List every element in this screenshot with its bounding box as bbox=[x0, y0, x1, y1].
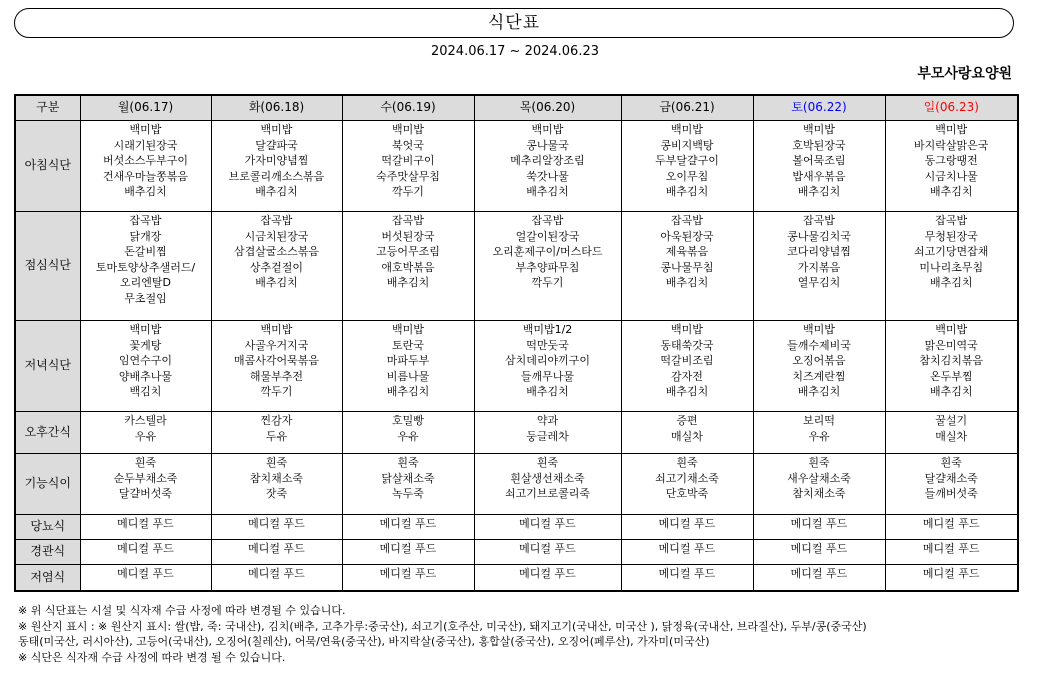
footer-note: ※ 위 식단표는 시설 및 식자재 수급 사정에 따라 변경될 수 있습니다. bbox=[18, 604, 346, 617]
menu-item: 제육볶음 bbox=[665, 245, 709, 258]
menu-item: 백미밥 bbox=[935, 323, 968, 336]
meal-cell bbox=[753, 321, 885, 412]
menu-item: 잡곡밥 bbox=[129, 214, 162, 227]
menu-item: 우유 bbox=[134, 429, 157, 443]
meal-cell bbox=[474, 321, 621, 412]
meal-cell bbox=[474, 515, 621, 540]
menu-item: 배추김치 bbox=[929, 276, 973, 289]
menu-item: 코다리양념찜 bbox=[787, 245, 851, 258]
menu-item: 메디컬 푸드 bbox=[790, 567, 848, 580]
menu-item: 달걀채소죽 bbox=[924, 471, 978, 485]
meal-row bbox=[15, 321, 1018, 412]
menu-item: 메디컬 푸드 bbox=[658, 567, 716, 580]
menu-item: 얼갈이된장국 bbox=[515, 229, 580, 243]
menu-item: 백미밥 bbox=[260, 323, 293, 336]
footer-note: ※ 식단은 식자재 수급 사정에 따라 변경 될 수 있습니다. bbox=[18, 650, 286, 664]
menu-item: 배추김치 bbox=[386, 385, 430, 398]
meal-row bbox=[15, 454, 1018, 515]
menu-item: 꽃게탕 bbox=[129, 338, 162, 352]
menu-item: 메디컬 푸드 bbox=[248, 567, 305, 580]
menu-item: 두부달걀구이 bbox=[655, 154, 719, 167]
meal-category-label: 저염식 bbox=[15, 565, 80, 591]
meal-cell bbox=[474, 454, 621, 515]
menu-item: 참치채소죽 bbox=[249, 471, 304, 485]
footer-note: 동태(미국산, 러시아산), 고등어(국내산), 오징어(칠레산), 어묵/연육(중국산), 바지락살(중국산), 홍합살(중국산), 오징어(페루산), 가자미(미국산) bbox=[18, 635, 710, 648]
menu-item: 바지락살맑은국 bbox=[914, 138, 989, 152]
menu-item: 메디컬 푸드 bbox=[519, 567, 576, 580]
menu-item: 새우살채소죽 bbox=[787, 471, 851, 485]
day-header: 수(06.19) bbox=[342, 95, 474, 121]
meal-cell bbox=[885, 515, 1018, 540]
menu-item: 돈갈비찜 bbox=[124, 245, 167, 258]
menu-item: 감자전 bbox=[671, 369, 703, 383]
menu-item: 잡곡밥 bbox=[531, 214, 564, 227]
meal-cell bbox=[753, 565, 885, 591]
menu-item: 오징어볶음 bbox=[792, 354, 846, 367]
menu-item: 잡곡밥 bbox=[803, 214, 835, 227]
menu-item: 배추김치 bbox=[526, 385, 569, 398]
menu-item: 콩나물무침 bbox=[660, 260, 714, 274]
menu-item: 백미밥 bbox=[671, 123, 703, 136]
menu-item: 쇠고기브로콜리죽 bbox=[504, 487, 590, 500]
menu-item: 동그랑땡전 bbox=[924, 154, 978, 167]
menu-item: 잡곡밥 bbox=[260, 214, 293, 227]
meal-cell bbox=[211, 121, 342, 212]
meal-cell bbox=[753, 515, 885, 540]
menu-item: 흰죽 bbox=[676, 456, 698, 469]
menu-item: 들깨수제비국 bbox=[787, 338, 851, 352]
meal-cell bbox=[621, 412, 753, 454]
menu-item: 해물부추전 bbox=[249, 369, 304, 383]
menu-item: 토란국 bbox=[392, 338, 424, 352]
menu-item: 흰살생선채소죽 bbox=[510, 471, 585, 485]
menu-item: 흰죽 bbox=[536, 456, 559, 469]
organization-name: 부모사랑요양원 bbox=[917, 66, 1012, 82]
menu-item: 깍두기 bbox=[392, 185, 424, 198]
menu-item: 배추김치 bbox=[386, 276, 430, 289]
meal-cell bbox=[80, 121, 211, 212]
meal-cell bbox=[621, 212, 753, 321]
menu-item: 쑥갓나물 bbox=[526, 169, 569, 183]
meal-cell bbox=[621, 121, 753, 212]
meal-cell bbox=[753, 121, 885, 212]
menu-item: 미나리초무침 bbox=[919, 260, 984, 274]
menu-item: 메추리알장조림 bbox=[510, 154, 585, 167]
menu-item: 고등어무조림 bbox=[376, 245, 440, 258]
menu-item: 백미밥 bbox=[671, 323, 703, 336]
menu-item: 시금치나물 bbox=[924, 169, 978, 183]
menu-item: 백미밥 bbox=[803, 123, 835, 136]
meal-cell bbox=[211, 454, 342, 515]
menu-item: 오리훈제구이/머스타드 bbox=[492, 245, 603, 258]
meal-cell bbox=[621, 454, 753, 515]
menu-item: 백김치 bbox=[129, 385, 162, 398]
menu-item: 참치김치볶음 bbox=[919, 354, 984, 367]
meal-row bbox=[15, 515, 1018, 540]
menu-item: 잡곡밥 bbox=[935, 214, 968, 227]
menu-item: 달걀버섯죽 bbox=[118, 487, 173, 500]
menu-item: 메디컬 푸드 bbox=[658, 542, 716, 555]
menu-item: 치즈계란찜 bbox=[792, 369, 846, 383]
meal-cell bbox=[753, 412, 885, 454]
meal-cell bbox=[342, 540, 474, 565]
menu-title: 식단표 bbox=[14, 8, 1014, 38]
menu-item: 깍두기 bbox=[260, 385, 293, 398]
menu-item: 백미밥 bbox=[260, 123, 293, 136]
menu-item: 볼어묵조림 bbox=[792, 154, 846, 167]
menu-item: 들깨버섯죽 bbox=[924, 487, 978, 500]
menu-item: 둥글레차 bbox=[526, 429, 569, 443]
meal-cell bbox=[211, 212, 342, 321]
meal-category-label: 기능식이 bbox=[15, 454, 80, 515]
meal-table-body bbox=[15, 121, 1018, 591]
meal-cell bbox=[80, 321, 211, 412]
menu-item: 카스텔라 bbox=[124, 414, 167, 427]
menu-item: 잡곡밥 bbox=[392, 214, 424, 227]
meal-cell bbox=[474, 540, 621, 565]
menu-item: 메디컬 푸드 bbox=[519, 542, 576, 555]
menu-item: 배추김치 bbox=[665, 185, 709, 198]
meal-cell bbox=[474, 212, 621, 321]
menu-item: 떡갈비구이 bbox=[381, 154, 435, 167]
meal-table bbox=[14, 94, 1019, 592]
menu-item: 달걀파국 bbox=[255, 138, 298, 152]
menu-item: 닭개장 bbox=[129, 229, 162, 243]
meal-cell bbox=[211, 321, 342, 412]
menu-item: 온두부찜 bbox=[929, 369, 973, 383]
meal-row bbox=[15, 121, 1018, 212]
meal-cell bbox=[211, 412, 342, 454]
menu-item: 백미밥 bbox=[531, 123, 564, 136]
menu-item: 쇠고기당면잡채 bbox=[914, 245, 989, 258]
menu-item: 매실차 bbox=[671, 429, 703, 443]
menu-item: 호밀빵 bbox=[392, 414, 424, 427]
menu-item: 매실차 bbox=[935, 429, 968, 443]
meal-cell bbox=[80, 212, 211, 321]
menu-item: 무초절임 bbox=[124, 291, 167, 305]
meal-cell bbox=[342, 515, 474, 540]
menu-item: 버섯소스두부구이 bbox=[102, 154, 188, 167]
menu-item: 무청된장국 bbox=[924, 229, 978, 243]
menu-item: 메디컬 푸드 bbox=[248, 542, 305, 555]
meal-cell bbox=[885, 121, 1018, 212]
day-header: 금(06.21) bbox=[621, 95, 753, 121]
menu-item: 잡곡밥 bbox=[671, 214, 703, 227]
menu-item: 메디컬 푸드 bbox=[790, 542, 848, 555]
meal-cell bbox=[342, 321, 474, 412]
menu-item: 밥새우볶음 bbox=[792, 169, 846, 183]
day-header: 화(06.18) bbox=[211, 95, 342, 121]
menu-item: 두유 bbox=[265, 429, 288, 443]
menu-item: 오리엔탈D bbox=[120, 276, 171, 289]
menu-item: 건새우마늘쫑볶음 bbox=[102, 169, 188, 183]
menu-item: 백미밥 bbox=[392, 123, 424, 136]
menu-item: 토마토양상추샐러드/ bbox=[95, 260, 196, 274]
menu-item: 백미밥 bbox=[803, 323, 835, 336]
menu-item: 메디컬 푸드 bbox=[379, 542, 437, 555]
menu-period: 2024.06.17 ~ 2024.06.23 bbox=[430, 44, 600, 59]
menu-item: 오이무침 bbox=[665, 169, 709, 183]
menu-item: 콩나물김치국 bbox=[787, 229, 851, 243]
menu-item: 백미밥1/2 bbox=[522, 323, 573, 336]
menu-item: 비름나물 bbox=[386, 369, 430, 383]
day-header: 월(06.17) bbox=[80, 95, 211, 121]
menu-item: 메디컬 푸드 bbox=[379, 517, 437, 530]
meal-cell bbox=[80, 540, 211, 565]
menu-item: 애호박볶음 bbox=[381, 260, 435, 274]
header-row bbox=[15, 95, 1018, 121]
menu-item: 삼치데리야끼구이 bbox=[504, 354, 590, 367]
menu-item: 상추겉절이 bbox=[249, 260, 304, 274]
menu-item: 배추김치 bbox=[255, 185, 298, 198]
menu-item: 떡갈비조림 bbox=[660, 354, 714, 367]
meal-cell bbox=[80, 412, 211, 454]
meal-category-label: 점심식단 bbox=[15, 212, 80, 321]
day-header: 목(06.20) bbox=[474, 95, 621, 121]
meal-cell bbox=[621, 321, 753, 412]
menu-item: 배추김치 bbox=[526, 185, 569, 198]
meal-category-label: 아침식단 bbox=[15, 121, 80, 212]
meal-cell bbox=[474, 412, 621, 454]
meal-category-label: 오후간식 bbox=[15, 412, 80, 454]
meal-cell bbox=[342, 412, 474, 454]
menu-item: 우유 bbox=[397, 429, 419, 443]
menu-item: 북엇국 bbox=[392, 138, 424, 152]
menu-item: 호박된장국 bbox=[792, 138, 846, 152]
menu-item: 마파두부 bbox=[386, 354, 430, 367]
footer-note: ※ 원산지 표시 : ※ 원산지 표시: 쌀(밥, 죽: 국내산), 김치(배추, 고추가루:중국산), 쇠고기(호주산, 미국산), 돼지고기(국내산, 미국산 ), 닭정육(국내산, 브라질산), 두부/콩(중국산) bbox=[18, 619, 867, 633]
menu-item: 증편 bbox=[676, 414, 698, 427]
menu-item: 메디컬 푸드 bbox=[117, 567, 174, 580]
menu-item: 우유 bbox=[808, 429, 830, 443]
menu-item: 숙주맛살무침 bbox=[376, 169, 440, 183]
meal-cell bbox=[885, 540, 1018, 565]
day-header: 토(06.22) bbox=[753, 95, 885, 121]
menu-item: 백미밥 bbox=[129, 323, 162, 336]
menu-item: 배추김치 bbox=[797, 385, 841, 398]
menu-item: 시래기된장국 bbox=[113, 138, 178, 152]
menu-item: 메디컬 푸드 bbox=[519, 517, 576, 530]
menu-item: 흰죽 bbox=[397, 456, 419, 469]
menu-item: 양배추나물 bbox=[118, 369, 173, 383]
menu-item: 흰죽 bbox=[134, 456, 157, 469]
meal-category-label: 경관식 bbox=[15, 540, 80, 565]
menu-item: 시금치된장국 bbox=[244, 229, 309, 243]
meal-cell bbox=[211, 540, 342, 565]
meal-cell bbox=[342, 212, 474, 321]
meal-cell bbox=[211, 515, 342, 540]
menu-item: 배추김치 bbox=[665, 276, 709, 289]
menu-item: 백미밥 bbox=[392, 323, 424, 336]
menu-item: 닭살채소죽 bbox=[381, 471, 435, 485]
menu-item: 메디컬 푸드 bbox=[790, 517, 848, 530]
meal-cell bbox=[621, 515, 753, 540]
menu-item: 콩나물국 bbox=[526, 138, 569, 152]
menu-item: 백미밥 bbox=[129, 123, 162, 136]
meal-cell bbox=[753, 540, 885, 565]
menu-item: 메디컬 푸드 bbox=[117, 542, 174, 555]
menu-item: 부추양파무침 bbox=[515, 260, 580, 274]
menu-item: 순두부채소죽 bbox=[113, 471, 178, 485]
meal-row bbox=[15, 565, 1018, 591]
menu-item: 배추김치 bbox=[665, 385, 709, 398]
meal-cell bbox=[885, 412, 1018, 454]
footer-notes bbox=[18, 603, 867, 665]
menu-item: 사골우거지국 bbox=[244, 338, 309, 352]
menu-item: 떡만둣국 bbox=[526, 338, 569, 352]
meal-category-label: 당뇨식 bbox=[15, 515, 80, 540]
menu-item: 메디컬 푸드 bbox=[248, 517, 305, 530]
menu-item: 메디컬 푸드 bbox=[922, 542, 980, 555]
meal-cell bbox=[885, 565, 1018, 591]
menu-item: 백미밥 bbox=[935, 123, 968, 136]
menu-item: 열무김치 bbox=[797, 276, 841, 289]
menu-item: 동태쑥갓국 bbox=[660, 338, 714, 352]
menu-item: 메디컬 푸드 bbox=[117, 517, 174, 530]
menu-item: 꿀설기 bbox=[935, 414, 968, 427]
corner-header: 구분 bbox=[15, 95, 80, 121]
menu-item: 배추김치 bbox=[929, 185, 973, 198]
menu-item: 버섯된장국 bbox=[381, 229, 435, 243]
menu-item: 맑은미역국 bbox=[924, 338, 978, 352]
menu-item: 메디컬 푸드 bbox=[922, 517, 980, 530]
menu-item: 메디컬 푸드 bbox=[922, 567, 980, 580]
menu-item: 약과 bbox=[536, 414, 559, 427]
meal-cell bbox=[80, 454, 211, 515]
meal-cell bbox=[211, 565, 342, 591]
menu-item: 메디컬 푸드 bbox=[379, 567, 437, 580]
meal-cell bbox=[885, 321, 1018, 412]
menu-item: 배추김치 bbox=[797, 185, 841, 198]
meal-category-label: 저녁식단 bbox=[15, 321, 80, 412]
menu-item: 배추김치 bbox=[124, 185, 167, 198]
menu-item: 아욱된장국 bbox=[660, 229, 714, 243]
meal-cell bbox=[474, 121, 621, 212]
menu-item: 녹두죽 bbox=[392, 487, 424, 500]
meal-row bbox=[15, 412, 1018, 454]
menu-item: 메디컬 푸드 bbox=[658, 517, 716, 530]
menu-item: 잣죽 bbox=[265, 487, 288, 500]
meal-cell bbox=[80, 515, 211, 540]
meal-cell bbox=[80, 565, 211, 591]
menu-item: 들깨무나물 bbox=[520, 369, 575, 383]
meal-cell bbox=[342, 121, 474, 212]
meal-cell bbox=[621, 565, 753, 591]
meal-cell bbox=[474, 565, 621, 591]
menu-item: 쇠고기채소죽 bbox=[655, 471, 719, 485]
menu-item: 단호박죽 bbox=[665, 487, 709, 500]
meal-cell bbox=[621, 540, 753, 565]
meal-row bbox=[15, 212, 1018, 321]
menu-item: 배추김치 bbox=[255, 276, 298, 289]
meal-cell bbox=[885, 454, 1018, 515]
meal-row bbox=[15, 540, 1018, 565]
menu-item: 보리떡 bbox=[803, 414, 835, 427]
menu-item: 참치채소죽 bbox=[792, 487, 846, 500]
meal-cell bbox=[342, 454, 474, 515]
menu-item: 가지볶음 bbox=[797, 260, 841, 274]
menu-item: 깍두기 bbox=[531, 276, 564, 289]
meal-cell bbox=[885, 212, 1018, 321]
menu-item: 흰죽 bbox=[265, 456, 288, 469]
menu-item: 삼겹살굴소스볶음 bbox=[233, 245, 319, 258]
meal-cell bbox=[753, 454, 885, 515]
meal-cell bbox=[342, 565, 474, 591]
menu-item: 콩비지백탕 bbox=[660, 138, 714, 152]
menu-item: 가자미양념찜 bbox=[244, 154, 309, 167]
meal-cell bbox=[753, 212, 885, 321]
menu-item: 흰죽 bbox=[940, 456, 962, 469]
menu-item: 브로콜리깨소스볶음 bbox=[228, 169, 325, 183]
menu-item: 흰죽 bbox=[808, 456, 830, 469]
day-header: 일(06.23) bbox=[885, 95, 1018, 121]
menu-item: 임연수구이 bbox=[118, 354, 173, 367]
menu-item: 찐감자 bbox=[260, 414, 293, 427]
menu-item: 매콤사각어묵볶음 bbox=[233, 354, 319, 367]
menu-item: 배추김치 bbox=[929, 385, 973, 398]
